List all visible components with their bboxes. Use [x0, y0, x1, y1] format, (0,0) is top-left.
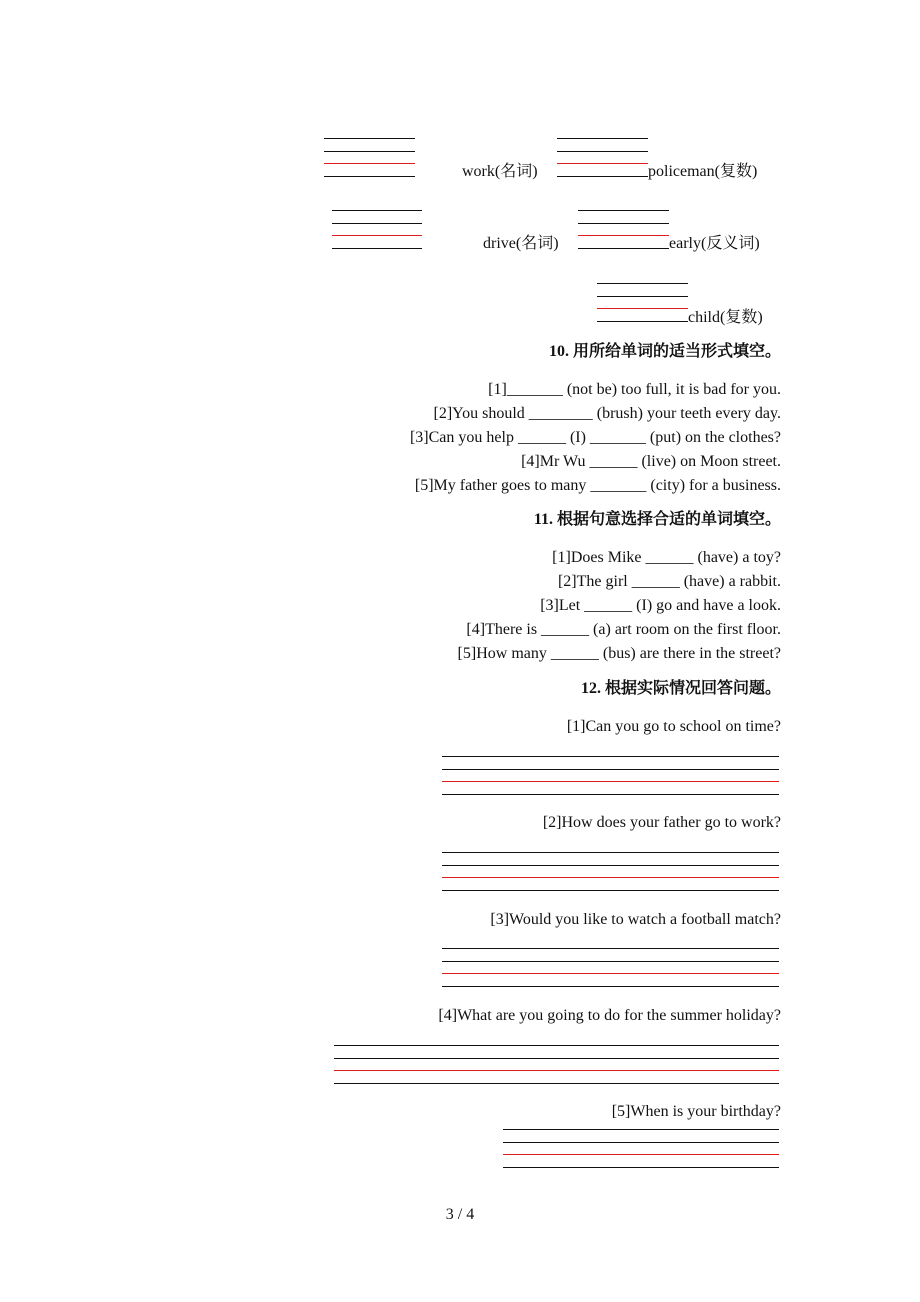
question-item: [2]The girl ______ (have) a rabbit. [557, 573, 781, 590]
word-item-work [462, 162, 538, 182]
word: policeman [648, 163, 715, 180]
question-item: [4]There is ______ (a) art room on the first floor. [466, 621, 781, 638]
word-item-child [688, 308, 763, 328]
page-number: 3 / 4 [445, 1206, 475, 1223]
question-item: [1]Does Mike ______ (have) a toy? [552, 549, 781, 566]
word-hint: (名词) [494, 163, 538, 180]
answer-lines[interactable] [442, 756, 779, 796]
question-item: [3]Let ______ (I) go and have a look. [540, 597, 781, 614]
word: child [688, 309, 720, 326]
section-title: 11. 根据句意选择合适的单词填空。 [533, 511, 781, 528]
word-item-early [669, 234, 760, 254]
word-hint: (复数) [720, 309, 763, 326]
question-item: [1]Can you go to school on time? [566, 718, 781, 735]
word-hint: (复数) [714, 163, 758, 180]
word-item-policeman [648, 162, 757, 182]
question-item: [1]_______ (not be) too full, it is bad for you. [488, 381, 781, 398]
answer-lines[interactable] [503, 1129, 779, 1169]
question-item: [5]How many ______ (bus) are there in the street? [457, 645, 781, 662]
answer-lines[interactable] [334, 1045, 779, 1085]
word: early [669, 235, 701, 252]
answer-lines[interactable] [442, 948, 779, 988]
question-item: [5]When is your birthday? [611, 1103, 781, 1120]
question-item: [4]What are you going to do for the summer holiday? [438, 1007, 781, 1024]
word-hint: (名词) [515, 235, 559, 252]
writing-lines[interactable] [557, 138, 648, 178]
writing-lines[interactable] [578, 210, 669, 250]
word: work [462, 163, 495, 180]
writing-lines[interactable] [332, 210, 422, 250]
section-title: 12. 根据实际情况回答问题。 [580, 680, 781, 697]
question-item: [4]Mr Wu ______ (live) on Moon street. [521, 453, 781, 470]
question-item: [2]How does your father go to work? [542, 814, 781, 831]
word-item-drive [483, 234, 559, 254]
writing-lines[interactable] [324, 138, 415, 178]
answer-lines[interactable] [442, 852, 779, 892]
word: drive [483, 235, 516, 252]
section-title: 10. 用所给单词的适当形式填空。 [548, 343, 781, 360]
question-item: [3]Would you like to watch a football match? [490, 911, 781, 928]
question-item: [3]Can you help ______ (I) _______ (put) on the clothes? [409, 429, 781, 446]
word-hint: (反义词) [700, 235, 760, 252]
question-item: [2]You should ________ (brush) your teeth every day. [433, 405, 781, 422]
question-item: [5]My father goes to many _______ (city) for a business. [414, 477, 781, 494]
writing-lines[interactable] [597, 283, 688, 323]
